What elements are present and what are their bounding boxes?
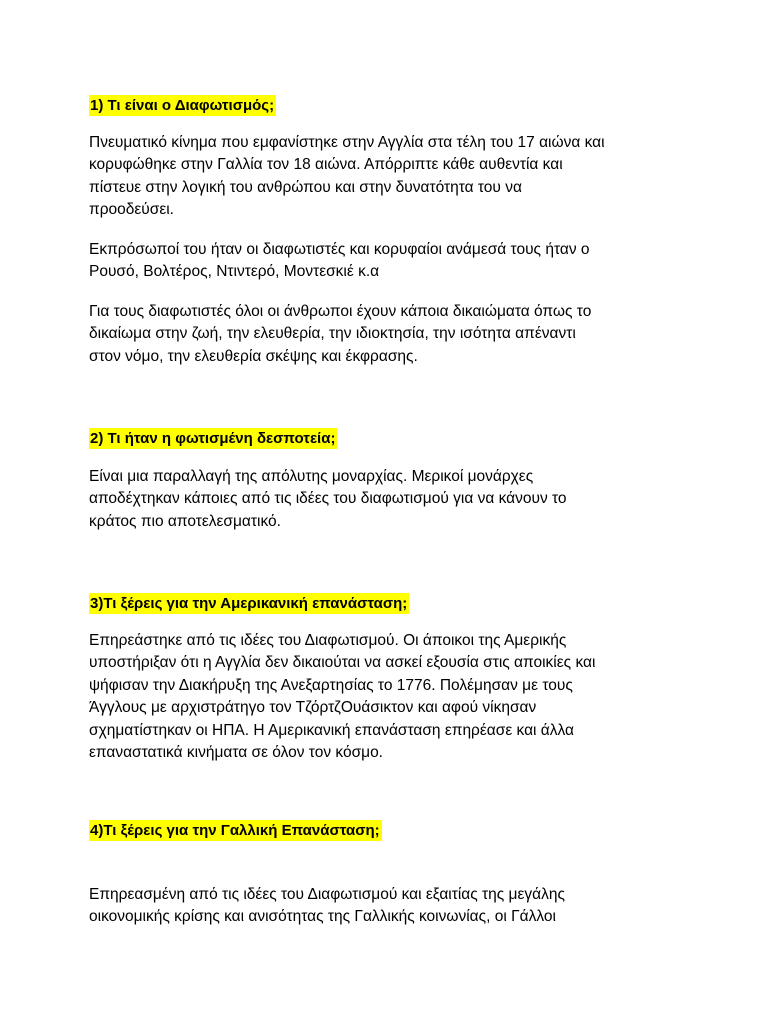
text-line: Πνευματικό κίνημα που εμφανίστηκε στην Αγγλία στα τέλη του 17 αιώνα και [89,134,605,151]
section-1-paragraph-1 [89,132,689,222]
text-line: Ρουσό, Βολτέρος, Ντιντερό, Μοντεσκιέ κ.α [89,263,380,281]
text-line: υποστήριξαν ότι η Αγγλία δεν δικαιούται να ασκεί εξουσία στις αποικίες και [89,654,596,672]
text-line: Επηρεασμένη από τις ιδέες του Διαφωτισμού και εξαιτίας της μεγάλης [89,886,565,903]
text-line: δικαίωμα στην ζωή, την ελευθερία, την ιδιοκτησία, την ισότητα απέναντι [89,325,576,343]
text-line: οικονομικής κρίσης και ανισότητας της Γαλλικής κοινωνίας, οι Γάλλοι [89,908,556,926]
text-line: επαναστατικά κινήματα σε όλον τον κόσμο. [89,744,383,762]
section-3-paragraph-1 [89,630,689,764]
section-4-paragraph-1 [89,884,689,929]
section-1-paragraph-3 [89,301,689,368]
text-line: στον νόμο, την ελευθερία σκέψης και έκφρασης. [89,347,418,365]
text-line: πίστευε στην λογική του ανθρώπου και στην δυνατότητα του να [89,178,522,196]
section-3-heading: 3)Τι ξέρεις για την Αμερικανική επανάσταση; [90,595,408,612]
text-line: προοδεύσει. [89,201,174,219]
text-line: ψήφισαν την Διακήρυξη της Ανεξαρτησίας το 1776. Πολέμησαν με τους [89,676,573,694]
text-line: αποδέχτηκαν κάποιες από τις ιδέες του διαφωτισμού για να κάνουν το [89,490,567,508]
section-2-paragraph-1 [89,466,689,533]
section-2-heading: 2) Τι ήταν η φωτισμένη δεσποτεία; [90,430,336,447]
text-line: κορυφώθηκε στην Γαλλία τον 18 αιώνα. Απόρριπτε κάθε αυθεντία και [89,156,563,174]
section-4-heading: 4)Τι ξέρεις για την Γαλλική Επανάσταση; [90,822,380,839]
text-line: Είναι μια παραλλαγή της απόλυτης μοναρχίας. Μερικοί μονάρχες [89,468,534,485]
text-line: σχηματίστηκαν οι ΗΠΑ. Η Αμερικανική επανάσταση επηρέασε και άλλα [89,721,574,739]
section-1-heading: 1) Τι είναι ο Διαφωτισμός; [90,97,275,114]
section-1-paragraph-2 [89,239,689,284]
text-line: Εκπρόσωποί του ήταν οι διαφωτιστές και κορυφαίοι ανάμεσά τους ήταν ο [89,241,590,258]
text-line: Άγγλους με αρχιστράτηγο τον ΤζόρτζΟυάσικτον και αφού νίκησαν [89,699,537,717]
text-line: Για τους διαφωτιστές όλοι οι άνθρωποι έχουν κάποια δικαιώματα όπως το [89,303,592,320]
text-line: Επηρεάστηκε από τις ιδέες του Διαφωτισμού. Οι άποικοι της Αμερικής [89,632,567,649]
text-line: κράτος πιο αποτελεσματικό. [89,512,281,530]
